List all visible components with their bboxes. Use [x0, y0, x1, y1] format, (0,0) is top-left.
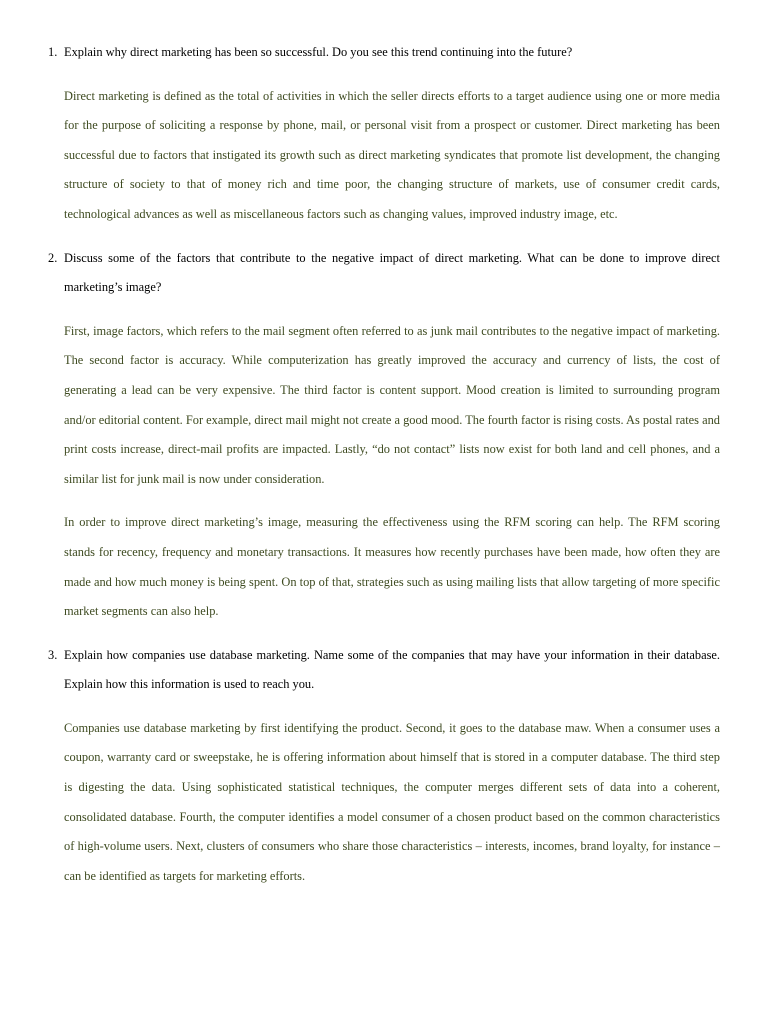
answer-paragraph: Direct marketing is defined as the total of activities in which the seller directs efforts to a target audience using one or more media for the purpose of soliciting a response by phone, mail, or personal visit from a prospect or customer. Direct marketing has been successful due to factors that instigated its growth such as direct marketing syndicates that promote list development, the changing structure of society to that of money rich and time poor, the changing structure of markets, use of consumer credit cards, technological advances as well as miscellaneous factors such as changing values, improved industry image, etc.	[64, 88, 720, 221]
question-number: 3.	[48, 647, 58, 662]
answer-paragraph: In order to improve direct marketing’s image, measuring the effectiveness using the RFM scoring can help. The RFM scoring stands for recency, frequency and monetary transactions. It measures how recently purchases have been made, how often they are made and how much money is being spent. On top of that, strategies such as using mailing lists that allow targeting of more specific market segments can also help.	[64, 515, 720, 619]
question-2	[48, 244, 720, 303]
question-text: Explain how companies use database marketing. Name some of the companies that may have your information in their database. Explain how this information is used to reach you.	[64, 647, 720, 692]
answer-paragraph: First, image factors, which refers to the mail segment often referred to as junk mail contributes to the negative impact of marketing. The second factor is accuracy. While computerization has greatly improved the accuracy and currency of lists, the cost of generating a lead can be very expensive. The third factor is content support. Mood creation is limited to surrounding program and/or editorial content. For example, direct mail might not create a good mood. The fourth factor is rising costs. As postal rates and print costs increase, direct-mail profits are impacted. Lastly, “do not contact” lists now exist for both land and cell phones, and a similar list for junk mail is now under consideration.	[64, 323, 720, 486]
question-3	[48, 641, 720, 700]
question-text: Explain why direct marketing has been so successful. Do you see this trend continuing into the future?	[64, 45, 573, 59]
answer-paragraph: Companies use database marketing by first identifying the product. Second, it goes to the database maw. When a consumer uses a coupon, warranty card or sweepstake, he is offering information about himself that is stored in a computer database. The third step is digesting the data. Using sophisticated statistical techniques, the computer merges different sets of data into a coherent, consolidated database. Fourth, the computer identifies a model consumer of a chosen product based on the common characteristics of high-volume users. Next, clusters of consumers who share those characteristics – interests, incomes, brand loyalty, for instance – can be identified as targets for marketing efforts.	[64, 720, 720, 883]
question-text: Discuss some of the factors that contribute to the negative impact of direct marketing. What can be done to improve direct marketing’s image?	[64, 250, 720, 295]
question-number: 1.	[48, 45, 58, 59]
question-1	[48, 38, 720, 68]
question-number: 2.	[48, 250, 58, 265]
